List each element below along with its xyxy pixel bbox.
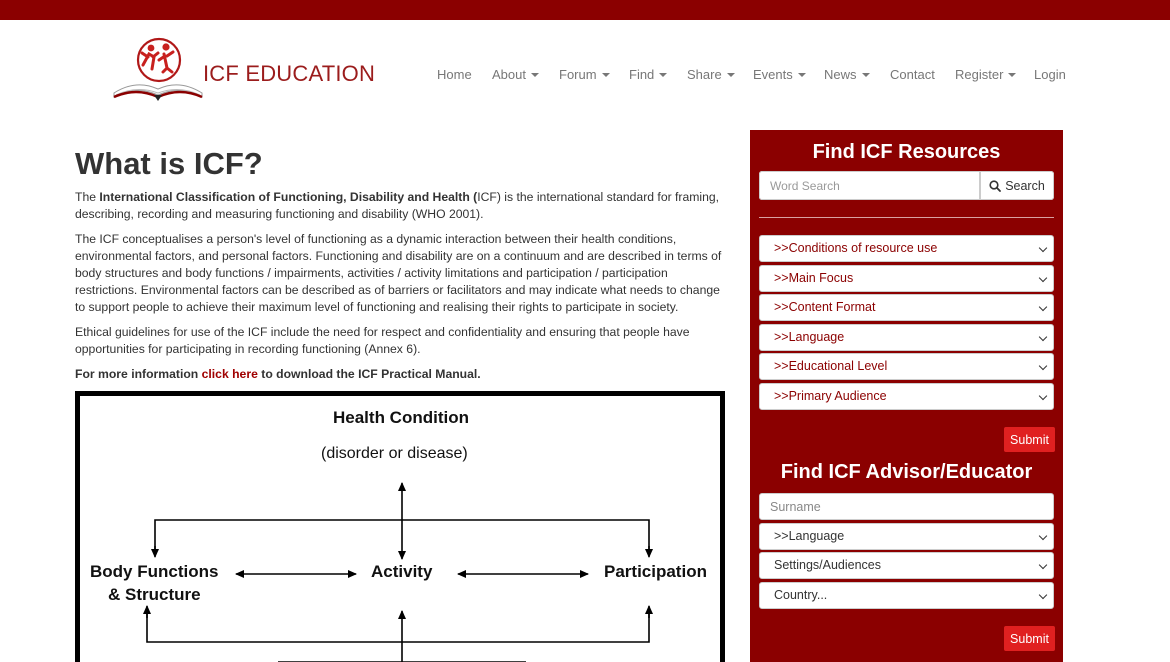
resources-title: Find ICF Resources xyxy=(812,141,1001,163)
sidebar-panel xyxy=(750,130,1063,662)
health-condition-sub: (disorder or disease) xyxy=(321,445,468,462)
nav-find-label: Find xyxy=(629,67,655,82)
bottom-bracket xyxy=(147,614,649,642)
filter-primary-audience-select[interactable] xyxy=(759,383,1054,410)
nav-about-label: About xyxy=(492,67,526,82)
click-here-link[interactable]: click here xyxy=(201,367,258,381)
chevron-down-icon xyxy=(1039,532,1047,540)
diagram-arrows xyxy=(80,396,720,662)
advisor-country-select[interactable] xyxy=(759,582,1054,609)
caret-down-icon xyxy=(862,73,870,77)
concept-paragraph: The ICF conceptualises a person's level of functioning as a dynamic interaction between their health conditions, environmental factors, and personal factors. Functioning and disability are on a continuum and are described in terms of body structures and body functions / impairments, activities / activity limitations and participation / participation restrictions. Environmental factors can be described as of barriers or facilitators and may indicate what needs to change to support people to achieve their maximum level of functioning and realising their rights to participate in society. xyxy=(75,232,722,314)
nav-home[interactable] xyxy=(437,67,472,82)
filter-label: >>Conditions of resource use xyxy=(774,241,938,255)
filter-label: >>Language xyxy=(774,330,845,344)
chevron-down-icon xyxy=(1039,392,1047,400)
chevron-down-icon xyxy=(1039,591,1047,599)
page-title: What is ICF? xyxy=(75,146,263,181)
chevron-down-icon xyxy=(1039,274,1047,282)
nav-events[interactable] xyxy=(753,67,806,82)
caret-down-icon xyxy=(602,73,610,77)
filter-label: >>Educational Level xyxy=(774,359,888,373)
filter-label: >>Content Format xyxy=(774,300,876,314)
surname-input[interactable] xyxy=(759,493,1054,520)
search-input[interactable] xyxy=(759,171,980,200)
filter-content-format-select[interactable] xyxy=(759,294,1054,321)
chevron-down-icon xyxy=(1039,244,1047,252)
health-condition-label: Health Condition xyxy=(333,408,469,427)
nav-contact[interactable] xyxy=(890,67,935,82)
advisor-settings-select[interactable] xyxy=(759,552,1054,579)
logo-text: ICF EDUCATION xyxy=(203,61,376,86)
filter-educational-level-select[interactable] xyxy=(759,353,1054,380)
activity-label: Activity xyxy=(371,562,433,581)
ethics-paragraph: Ethical guidelines for use of the ICF include the need for respect and confidentiality and ensuring that people have opportunities for participating in recording functioning (Annex 6). xyxy=(75,325,690,356)
search-button[interactable] xyxy=(980,171,1054,200)
chevron-down-icon xyxy=(1039,561,1047,569)
chevron-down-icon xyxy=(1039,362,1047,370)
chevron-down-icon xyxy=(1039,303,1047,311)
nav-forum-label: Forum xyxy=(559,67,597,82)
advisor-language-select[interactable] xyxy=(759,523,1054,550)
nav-register[interactable] xyxy=(955,67,1016,82)
intro-paragraph xyxy=(75,189,730,223)
search-button-label: Search xyxy=(1005,178,1045,193)
nav-forum[interactable] xyxy=(559,67,610,82)
caret-down-icon xyxy=(1008,73,1016,77)
nav-register-label: Register xyxy=(955,67,1004,82)
top-bar xyxy=(0,0,1170,20)
nav-about[interactable] xyxy=(492,67,539,82)
nav-login[interactable] xyxy=(1034,67,1066,82)
advisor-title: Find ICF Advisor/Educator xyxy=(780,461,1033,483)
p4-suffix: to download the ICF Practical Manual. xyxy=(257,367,481,381)
nav-share-label: Share xyxy=(687,67,722,82)
icf-diagram xyxy=(75,391,725,662)
caret-down-icon xyxy=(727,73,735,77)
advisor-submit-button[interactable]: Submit xyxy=(1004,626,1055,651)
filter-main-focus-select[interactable] xyxy=(759,265,1054,292)
caret-down-icon xyxy=(531,73,539,77)
nav-news[interactable] xyxy=(824,67,870,82)
filter-label: >>Primary Audience xyxy=(774,389,887,403)
main-nav xyxy=(0,67,1170,85)
body-functions-label: Body Functions xyxy=(90,562,219,581)
p4-prefix: For more information xyxy=(75,367,202,381)
nav-login-label: Login xyxy=(1034,67,1066,82)
caret-down-icon xyxy=(659,73,667,77)
filter-label: >>Language xyxy=(774,529,845,543)
p1-bold: International Classification of Functioning, Disability and Health ( xyxy=(99,190,478,204)
nav-contact-label: Contact xyxy=(890,67,935,82)
filter-label: >>Main Focus xyxy=(774,271,854,285)
main-content xyxy=(75,145,730,391)
p1-prefix: The xyxy=(75,190,100,204)
sidebar-divider xyxy=(759,217,1054,218)
resources-submit-button[interactable]: Submit xyxy=(1004,427,1055,452)
nav-find[interactable] xyxy=(629,67,667,82)
filter-conditions-select[interactable] xyxy=(759,235,1054,262)
p1-rest: ICF) is the international standard for framing, describing, recording and measuring functioning and disability (WHO 2001). xyxy=(75,190,720,221)
participation-label: Participation xyxy=(604,562,707,581)
nav-news-label: News xyxy=(824,67,857,82)
nav-share[interactable] xyxy=(687,67,735,82)
search-group xyxy=(759,171,1054,200)
filter-language-select[interactable] xyxy=(759,324,1054,351)
caret-down-icon xyxy=(798,73,806,77)
search-icon xyxy=(989,180,1001,192)
filter-label: Settings/Audiences xyxy=(774,558,882,572)
body-structure-label: & Structure xyxy=(108,585,201,604)
nav-home-label: Home xyxy=(437,67,472,82)
filter-label: Country... xyxy=(774,588,828,602)
more-info-paragraph xyxy=(75,366,730,383)
nav-events-label: Events xyxy=(753,67,793,82)
chevron-down-icon xyxy=(1039,333,1047,341)
